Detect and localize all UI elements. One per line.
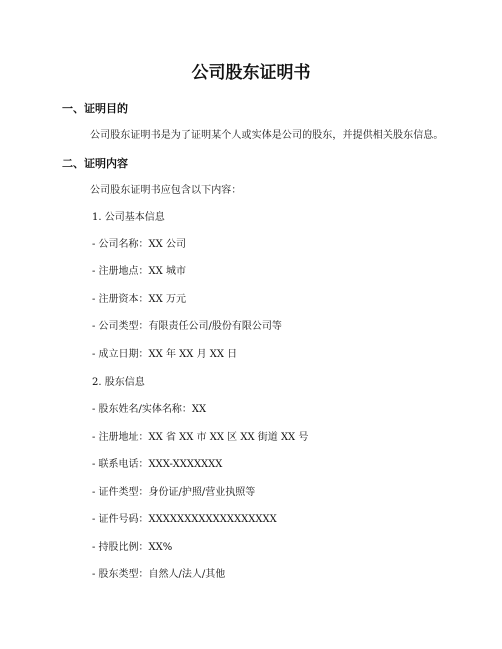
content-intro: 公司股东证明书应包含以下内容：	[90, 185, 242, 196]
section-heading-content: 二、证明内容	[62, 157, 128, 170]
document-title: 公司股东证明书	[191, 63, 311, 83]
list-item: - 联系电话：XXX-XXXXXXX	[92, 459, 223, 470]
list-item: - 公司名称：XX 公司	[92, 239, 186, 250]
list-item: - 注册地址：XX 省 XX 市 XX 区 XX 街道 XX 号	[92, 432, 309, 443]
section-heading-purpose: 一、证明目的	[62, 102, 128, 115]
list-item: - 证件号码：XXXXXXXXXXXXXXXXXX	[92, 514, 277, 525]
list-item: - 成立日期：XX 年 XX 月 XX 日	[92, 349, 238, 360]
list-item: - 股东姓名/实体名称：XX	[92, 404, 207, 415]
list-item: - 注册资本：XX 万元	[92, 294, 186, 305]
list-item-shareholder-info: 2. 股东信息	[92, 377, 145, 388]
list-item: - 公司类型：有限责任公司/股份有限公司等	[92, 321, 282, 332]
section-body-purpose: 公司股东证明书是为了证明某个人或实体是公司的股东，并提供相关股东信息。	[90, 130, 444, 141]
list-item: - 持股比例：XX%	[92, 542, 173, 553]
list-item: - 注册地点：XX 城市	[92, 266, 186, 277]
list-item: - 证件类型：身份证/护照/营业执照等	[92, 487, 256, 498]
list-item-company-info: 1. 公司基本信息	[92, 212, 165, 223]
list-item: - 股东类型：自然人/法人/其他	[92, 569, 226, 580]
